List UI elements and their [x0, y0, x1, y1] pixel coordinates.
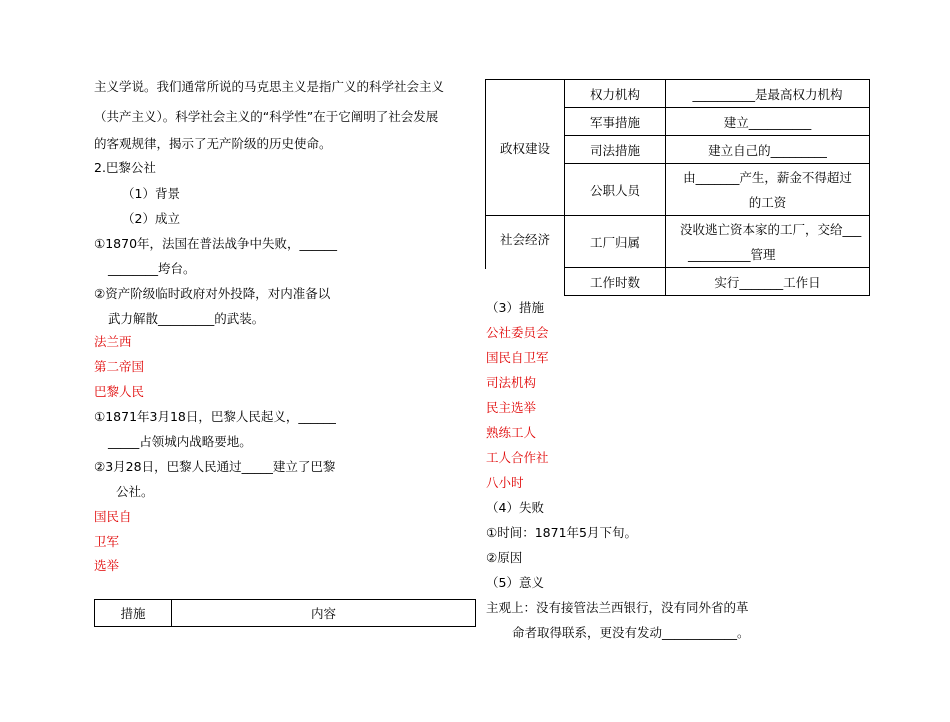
text-line: 主义学说。我们通常所说的马克思主义是指广义的科学社会主义 — [94, 79, 445, 94]
text-line: ②3月28日，巴黎人民通过_____建立了巴黎 — [94, 459, 336, 474]
item-cell: 工厂归属 — [565, 216, 666, 268]
answer-text: 工人合作社 — [486, 450, 549, 465]
text-line: 主观上：没有接管法兰西银行，没有同外省的革 — [486, 600, 749, 615]
text-line: ②原因 — [486, 550, 523, 565]
text-line: 公社。 — [116, 484, 154, 499]
section-heading: 2.巴黎公社 — [94, 160, 156, 175]
text-line: 命者取得联系，更没有发动____________。 — [512, 625, 750, 640]
content-line: __________管理 — [688, 246, 776, 262]
text-line: _____占领城内战略要地。 — [108, 434, 252, 449]
content-cell — [666, 216, 870, 268]
answer-text: 巴黎人民 — [94, 384, 145, 399]
content-cell: __________是最高权力机构 — [666, 80, 870, 108]
subsection-heading: （1）背景 — [122, 186, 180, 201]
item-cell: 司法措施 — [565, 136, 666, 164]
measures-table — [486, 79, 870, 296]
content-cell: 建立自己的_________ — [666, 136, 870, 164]
subsection-heading: （4）失败 — [486, 500, 544, 515]
text-line: ①1870年，法国在普法战争中失败，______ — [94, 236, 338, 251]
item-cell: 公职人员 — [565, 164, 666, 216]
answer-text: 选举 — [94, 558, 120, 573]
measures-table-header — [94, 599, 476, 627]
subsection-heading: （2）成立 — [122, 211, 180, 226]
group-cell: 政权建设 — [486, 80, 565, 216]
answer-text: 民主选举 — [486, 400, 537, 415]
item-cell: 工作时数 — [565, 268, 666, 296]
content-cell: 建立__________ — [666, 108, 870, 136]
table-header-cell: 内容 — [172, 600, 476, 627]
answer-text: 卫军 — [94, 534, 120, 549]
answer-text: 熟练工人 — [486, 425, 537, 440]
content-cell — [666, 164, 870, 216]
table-header-cell: 措施 — [95, 600, 172, 627]
subsection-heading: （5）意义 — [486, 575, 544, 590]
item-cell: 军事措施 — [565, 108, 666, 136]
answer-text: 国民自 — [94, 509, 132, 524]
subsection-heading: （3）措施 — [486, 300, 544, 315]
text-line: （共产主义）。科学社会主义的“科学性”在于它阐明了社会发展 — [94, 109, 439, 124]
group-cell: 社会经济 — [486, 216, 565, 296]
answer-text: 司法机构 — [486, 375, 537, 390]
text-line: ________垮台。 — [108, 261, 196, 276]
answer-text: 法兰西 — [94, 334, 132, 349]
answer-text: 八小时 — [486, 475, 524, 490]
content-line: 的工资 — [748, 194, 787, 210]
text-line: 武力解散_________的武装。 — [108, 311, 265, 326]
item-cell: 权力机构 — [565, 80, 666, 108]
answer-text: 国民自卫军 — [486, 350, 549, 365]
content-line: 由_______产生，薪金不得超过 — [683, 169, 852, 185]
content-line: 没收逃亡资本家的工厂，交给___ — [680, 221, 862, 237]
content-cell: 实行_______工作日 — [666, 268, 870, 296]
text-line: ②资产阶级临时政府对外投降，对内准备以 — [94, 286, 331, 301]
answer-text: 公社委员会 — [486, 325, 549, 340]
text-line: ①1871年3月18日，巴黎人民起义，______ — [94, 409, 336, 424]
answer-text: 第二帝国 — [94, 359, 145, 374]
text-line: 的客观规律，揭示了无产阶级的历史使命。 — [94, 136, 332, 151]
text-line: ①时间：1871年5月下旬。 — [486, 525, 637, 540]
